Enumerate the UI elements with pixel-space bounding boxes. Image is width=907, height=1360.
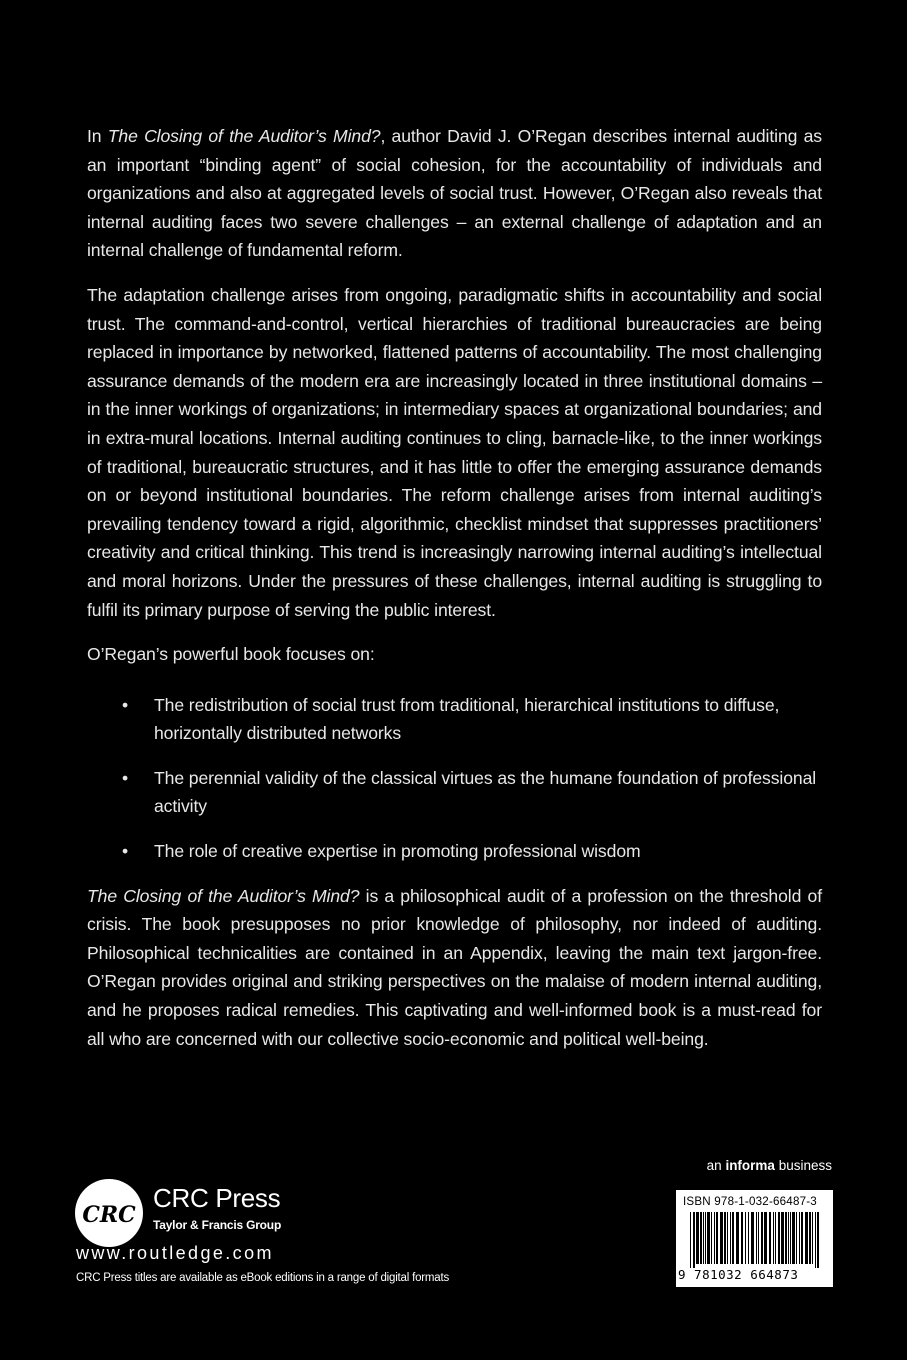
isbn-label: ISBN 978-1-032-66487-3 xyxy=(683,1195,817,1208)
barcode-bar xyxy=(700,1212,702,1264)
barcode-bar xyxy=(705,1212,706,1264)
list-item: • The perennial validity of the classical virtues as the humane foundation of professional activity xyxy=(87,764,822,821)
bullet-icon: • xyxy=(122,841,129,862)
barcode-bar xyxy=(812,1212,813,1264)
barcode-bar xyxy=(741,1212,743,1264)
barcode-bar xyxy=(809,1212,811,1264)
barcode-bar xyxy=(736,1212,739,1264)
list-item: • The redistribution of social trust from traditional, hierarchical institutions to diffuse, horizontally distributed networks xyxy=(87,691,822,748)
bullet-icon: • xyxy=(122,767,129,788)
barcode-bar xyxy=(690,1212,691,1268)
isbn-barcode xyxy=(676,1190,833,1287)
barcode-bar xyxy=(817,1212,819,1268)
barcode-bar xyxy=(788,1212,789,1264)
barcode-bar xyxy=(714,1212,715,1264)
intro-paragraph: In The Closing of the Auditor’s Mind?, author David J. O’Regan describes internal auditing as an important “binding agent” of social cohesion, for the accountability of individuals and organizations and also at aggregated levels of social trust. However, O’Regan also reveals that internal auditing faces two severe challenges – an external challenge of adaptation and an internal challenge of fundamental reform. xyxy=(87,126,822,261)
barcode-bar xyxy=(724,1212,726,1264)
summary-paragraph: The Closing of the Auditor’s Mind? is a philosophical audit of a profession on the threshold of crisis. The book presupposes no prior knowledge of philosophy, nor indeed of auditing. Philosophical technicalities are contained in an Appendix, leaving the main text jargon-free. O’Regan provides original and striking perspectives on the malaise of modern internal auditing, and he proposes radical remedies. This captivating and well-informed book is a must-read for all who are concerned with our collective socio-economic and political well-being. xyxy=(87,885,822,1049)
crc-logo-icon xyxy=(74,1178,144,1248)
focus-intro: O’Regan’s powerful book focuses on: xyxy=(87,644,375,665)
publisher-name: CRC Press xyxy=(153,1183,281,1213)
barcode-bar xyxy=(805,1212,808,1264)
barcode-bar xyxy=(696,1212,699,1264)
barcode-bar xyxy=(775,1212,776,1264)
book-title-italic: The Closing of the Auditor’s Mind? xyxy=(87,885,360,906)
ebook-note: CRC Press titles are available as eBook editions in a range of digital formats xyxy=(76,1272,450,1284)
barcode-bar xyxy=(815,1212,816,1268)
barcode-bars xyxy=(690,1212,820,1268)
barcode-number: 9 781032 664873 xyxy=(678,1267,799,1282)
barcode-bar xyxy=(769,1212,771,1264)
barcode-bar xyxy=(707,1212,710,1264)
barcode-bar xyxy=(732,1212,734,1264)
barcode-bar xyxy=(790,1212,791,1264)
barcode-bar xyxy=(720,1212,723,1264)
bullet-icon: • xyxy=(122,694,129,715)
challenges-paragraph: The adaptation challenge arises from ongoing, paradigmatic shifts in accountability and social trust. The command-and-control, vertical hierarchies of traditional bureaucracies are being replaced in importance by networked, flattened patterns of accountability. The most challenging assurance demands of the modern era are increasingly located in three institutional domains – in the inner workings of organizations; in intermediary spaces at organizational boundaries; and in extra-mural locations. Internal auditing continues to cling, barnacle-like, to the inner workings of traditional, bureaucratic structures, and it has little to offer the emerging assurance demands on or beyond institutional boundaries. The reform challenge arises from internal auditing’s prevailing tendency toward a rigid, algorithmic, checklist mindset that suppresses practitioners’ creativity and critical thinking. This trend is increasingly narrowing internal auditing’s intellectual and moral horizons. Under the pressures of these challenges, internal auditing is struggling to fulfil its primary purpose of serving the public interest. xyxy=(87,284,822,620)
barcode-bar xyxy=(727,1212,728,1264)
barcode-bar xyxy=(745,1212,746,1264)
barcode-bar xyxy=(792,1212,795,1264)
barcode-bar xyxy=(764,1212,767,1264)
back-cover-blurb xyxy=(87,122,822,1069)
barcode-bar xyxy=(693,1212,695,1268)
svg-text:CRC: CRC xyxy=(82,1202,136,1228)
publisher-website: www.routledge.com xyxy=(76,1243,274,1263)
barcode-bar xyxy=(716,1212,718,1264)
barcode-bar xyxy=(748,1212,749,1264)
barcode-bar xyxy=(703,1212,704,1264)
list-item: • The role of creative expertise in promoting professional wisdom xyxy=(87,837,822,866)
informa-tagline: an informa business xyxy=(706,1158,832,1173)
barcode-bar xyxy=(781,1212,784,1264)
barcode-bar xyxy=(711,1212,712,1264)
barcode-bar xyxy=(751,1212,754,1264)
focus-list xyxy=(87,691,822,866)
barcode-bar xyxy=(799,1212,800,1264)
barcode-bar xyxy=(796,1212,797,1264)
barcode-bar xyxy=(801,1212,803,1264)
book-title-italic: The Closing of the Auditor’s Mind? xyxy=(107,126,381,146)
barcode-bar xyxy=(730,1212,731,1264)
barcode-bar xyxy=(756,1212,757,1264)
barcode-bar xyxy=(758,1212,759,1264)
barcode-bar xyxy=(778,1212,780,1264)
publisher-group: Taylor & Francis Group xyxy=(153,1218,282,1232)
barcode-bar xyxy=(761,1212,763,1264)
barcode-bar xyxy=(773,1212,774,1264)
barcode-bar xyxy=(785,1212,787,1264)
